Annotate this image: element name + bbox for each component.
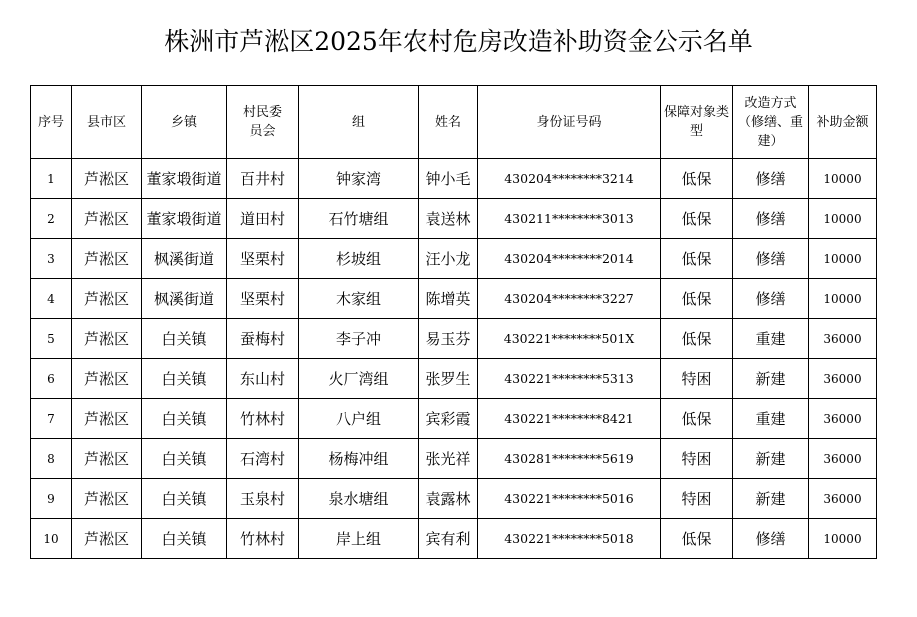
cell-name: 易玉芬 [419,319,478,359]
cell-method: 新建 [733,359,809,399]
cell-id-number: 430211********3013 [478,199,661,239]
cell-town: 白关镇 [142,439,227,479]
cell-seq: 8 [31,439,72,479]
cell-seq: 4 [31,279,72,319]
cell-village: 玉泉村 [227,479,299,519]
header-seq: 序号 [31,86,72,159]
cell-seq: 2 [31,199,72,239]
cell-name: 汪小龙 [419,239,478,279]
cell-county: 芦淞区 [72,519,142,559]
header-type: 保障对象类型 [661,86,733,159]
cell-seq: 9 [31,479,72,519]
table-header-row [31,86,877,159]
cell-county: 芦淞区 [72,239,142,279]
table-row [31,519,877,559]
cell-id-number: 430204********2014 [478,239,661,279]
cell-county: 芦淞区 [72,159,142,199]
cell-town: 白关镇 [142,359,227,399]
cell-amount: 10000 [809,279,877,319]
cell-group: 八户组 [299,399,419,439]
cell-name: 宾彩霞 [419,399,478,439]
cell-group: 李子冲 [299,319,419,359]
table-row [31,279,877,319]
cell-type: 低保 [661,239,733,279]
cell-group: 岸上组 [299,519,419,559]
cell-town: 枫溪街道 [142,279,227,319]
cell-name: 钟小毛 [419,159,478,199]
cell-town: 白关镇 [142,319,227,359]
cell-method: 修缮 [733,239,809,279]
table-row [31,439,877,479]
cell-method: 修缮 [733,159,809,199]
cell-seq: 3 [31,239,72,279]
header-county: 县市区 [72,86,142,159]
table-row [31,199,877,239]
cell-county: 芦淞区 [72,399,142,439]
cell-amount: 36000 [809,359,877,399]
header-method: 改造方式（修缮、重建） [733,86,809,159]
document-title: 株洲市芦淞区2025年农村危房改造补助资金公示名单 [164,27,753,56]
cell-type: 低保 [661,199,733,239]
cell-id-number: 430281********5619 [478,439,661,479]
cell-method: 新建 [733,479,809,519]
cell-village: 坚栗村 [227,239,299,279]
cell-amount: 10000 [809,519,877,559]
cell-amount: 36000 [809,439,877,479]
table-row [31,239,877,279]
cell-town: 白关镇 [142,519,227,559]
header-id: 身份证号码 [478,86,661,159]
cell-id-number: 430221********5018 [478,519,661,559]
cell-name: 宾有利 [419,519,478,559]
cell-amount: 10000 [809,159,877,199]
cell-town: 白关镇 [142,479,227,519]
header-village: 村民委员会 [227,86,299,159]
header-town: 乡镇 [142,86,227,159]
beneficiary-table [30,85,877,559]
cell-id-number: 430221********8421 [478,399,661,439]
cell-county: 芦淞区 [72,479,142,519]
cell-type: 低保 [661,519,733,559]
cell-county: 芦淞区 [72,439,142,479]
cell-method: 修缮 [733,199,809,239]
table-row [31,159,877,199]
cell-amount: 36000 [809,399,877,439]
cell-village: 坚栗村 [227,279,299,319]
cell-group: 木家组 [299,279,419,319]
cell-amount: 10000 [809,239,877,279]
cell-type: 低保 [661,399,733,439]
cell-village: 百井村 [227,159,299,199]
cell-method: 新建 [733,439,809,479]
header-group: 组 [299,86,419,159]
table-row [31,359,877,399]
cell-name: 袁送林 [419,199,478,239]
cell-county: 芦淞区 [72,319,142,359]
cell-village: 东山村 [227,359,299,399]
cell-name: 张光祥 [419,439,478,479]
cell-id-number: 430221********5016 [478,479,661,519]
cell-county: 芦淞区 [72,359,142,399]
cell-type: 低保 [661,319,733,359]
cell-name: 陈增英 [419,279,478,319]
cell-town: 枫溪街道 [142,239,227,279]
cell-group: 钟家湾 [299,159,419,199]
cell-seq: 1 [31,159,72,199]
cell-id-number: 430221********501X [478,319,661,359]
table-row [31,479,877,519]
cell-town: 董家塅街道 [142,199,227,239]
cell-seq: 10 [31,519,72,559]
header-amount: 补助金额 [809,86,877,159]
cell-village: 蚕梅村 [227,319,299,359]
table-row [31,319,877,359]
cell-village: 竹林村 [227,399,299,439]
cell-type: 低保 [661,159,733,199]
cell-method: 修缮 [733,519,809,559]
cell-seq: 5 [31,319,72,359]
cell-id-number: 430204********3227 [478,279,661,319]
cell-method: 修缮 [733,279,809,319]
cell-seq: 6 [31,359,72,399]
cell-group: 石竹塘组 [299,199,419,239]
table-body [31,159,877,559]
cell-group: 泉水塘组 [299,479,419,519]
cell-method: 重建 [733,399,809,439]
cell-type: 低保 [661,279,733,319]
cell-type: 特困 [661,479,733,519]
cell-town: 白关镇 [142,399,227,439]
cell-type: 特困 [661,439,733,479]
cell-amount: 10000 [809,199,877,239]
cell-county: 芦淞区 [72,279,142,319]
cell-village: 石湾村 [227,439,299,479]
cell-amount: 36000 [809,479,877,519]
table-row [31,399,877,439]
cell-group: 火厂湾组 [299,359,419,399]
cell-town: 董家塅街道 [142,159,227,199]
cell-seq: 7 [31,399,72,439]
cell-id-number: 430204********3214 [478,159,661,199]
cell-group: 杉坡组 [299,239,419,279]
cell-county: 芦淞区 [72,199,142,239]
cell-name: 张罗生 [419,359,478,399]
cell-amount: 36000 [809,319,877,359]
cell-village: 竹林村 [227,519,299,559]
cell-group: 杨梅冲组 [299,439,419,479]
cell-type: 特困 [661,359,733,399]
cell-id-number: 430221********5313 [478,359,661,399]
cell-village: 道田村 [227,199,299,239]
cell-method: 重建 [733,319,809,359]
cell-name: 袁露林 [419,479,478,519]
header-name: 姓名 [419,86,478,159]
